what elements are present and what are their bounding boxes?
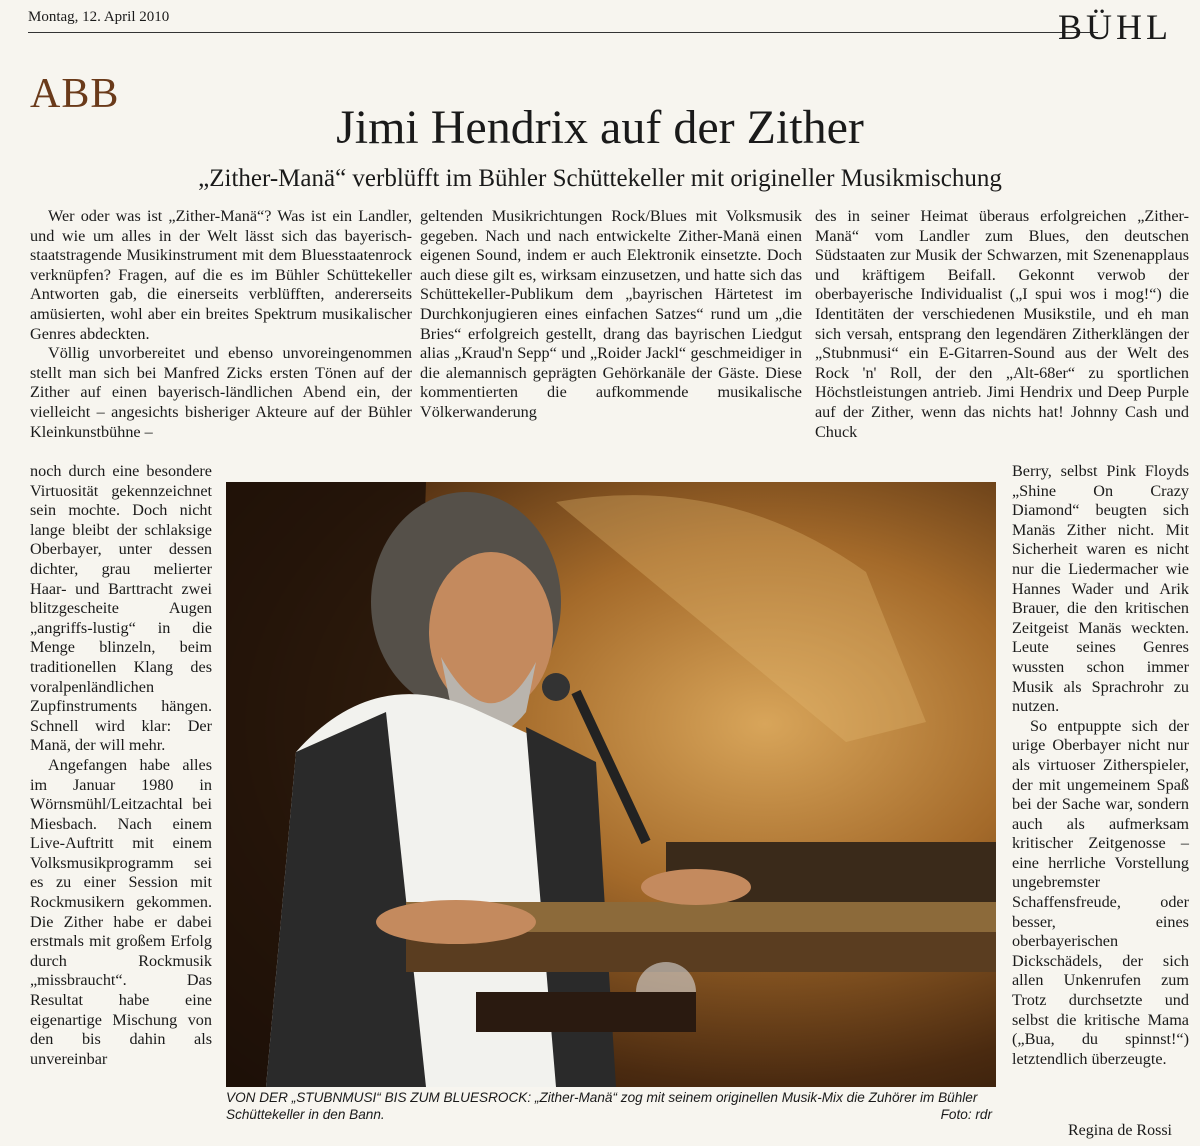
paragraph: geltenden Musikrichtungen Rock/Blues mit Volksmusik gegeben. Nach und nach entwickelte Zither-Manä einen eigenen Sound, indem er auch Elektronik einsetzte. Doch auch diese gilt es, wirksam einzusetzen, und hatte sich das Schüttekeller-Publikum dem „bayrischen Härtetest im Durchkonjugieren eines einfachen Satzes“ rund um „die Bries“ erfolgreich gestellt, drang das bayrischen Liedgut alias „Kraud'n Sepp“ und „Roider Jackl“ geschmeidiger in die alemannisch geprägten Gehörkanäle der Gäste. Diese kommentierten die aufkommende musikalische Völkerwanderung <box>420 207 802 421</box>
paragraph: Wer oder was ist „Zither-Manä“? Was ist ein Landler, und wie um alles in der Welt lässt sich das bayerisch-staatstragende Musikinstrument mit dem Bluesstaatenrock verknüpfen? Fragen, auf die es im Bühler Schüttekeller Antworten gab, die einerseits verblüfften, andererseits amüsierten, wohl aber ein breites Spektrum musikalischer Genres abdeckten. <box>30 207 412 343</box>
column-2-top <box>420 207 802 423</box>
paragraph: So entpuppte sich der urige Oberbayer nicht nur als virtuoser Zitherspieler, der mit ungemeinem Spaß bei der Sache war, sondern auch als aufmerksam kritischer Zeitgenosse – eine herrliche Vorstellung ungebremster Schaffensfreude, oder besser, eines oberbayerischen Dickschädels, der sich allen Unkenrufen zum Trotz durchsetzte und selbst die kritische Mama („Bua, du spinnst!“) letztendlich überzeugte. <box>1012 716 1189 1068</box>
column-3-top <box>815 207 1189 442</box>
paragraph: Angefangen habe alles im Januar 1980 in Wörnsmühl/Leitzachtal bei Miesbach. Nach einem Live-Auftritt mit einem Volksmusikprogramm sei es zu einer Session mit Rockmusikern gekommen. Die Zither habe er dabei erstmals mit großem Erfolg durch Rockmusik „missbraucht“. Das Resultat habe eine eigenartige Mischung von den bis dahin als unvereinbar <box>30 755 212 1068</box>
masthead-rule <box>28 32 1098 33</box>
article-kicker: ABB <box>30 71 120 117</box>
headline: Jimi Hendrix auf der Zither <box>336 101 864 154</box>
photo-caption <box>226 1089 996 1123</box>
column-1-top <box>30 207 412 442</box>
caption-text: VON DER „STUBNMUSI“ BIS ZUM BLUESROCK: „Zither-Manä“ zog mit seinem originellen Musik-Mix die Zuhörer im Bühler Schüttekeller in den Bann. <box>226 1090 978 1122</box>
paragraph: des in seiner Heimat überaus erfolgreichen „Zither-Manä“ vom Landler zum Blues, den deutschen Südstaaten zur Musik der Schwarzen, mit Szenenapplaus und kräftigem Beifall. Gekonnt verwob der oberbayerische Individualist („I spui wos i mog!“) die Identitäten der verschiedenen Musikstile, und eh man sich versah, entsprang den legendären Zitherklängen der „Stubnmusi“ ein E-Gitarren-Sound aus der Welt des Rock 'n' Roll, der den „Alt-68er“ zu sportlichen Höchstleistungen antrieb. Jimi Hendrix und Deep Purple auf der Zither, wenn das nichts hat! Johnny Cash und Chuck <box>815 207 1189 441</box>
column-1-narrow <box>30 462 212 1069</box>
photo-illustration <box>226 482 996 1087</box>
paragraph: Völlig unvorbereitet und ebenso unvoreingenommen stellt man sich bei Manfred Zicks ersten Tönen auf der Zither auf einen bayerisch-ländlichen Abend ein, der vielleicht – angesichts bisheriger Akteure auf der Bühler Kleinkunstbühne – <box>30 344 412 441</box>
photo-credit: Foto: rdr <box>940 1107 992 1122</box>
masthead-date: Montag, 12. April 2010 <box>28 9 170 25</box>
paragraph: noch durch eine besondere Virtuosität gekennzeichnet sein mochte. Doch nicht lange bleibt der schlaksige Oberbayer, unter dessen dichter, grau melierter Haar- und Barttracht zwei blitzgescheite Augen „angriffs-lustig“ in die Menge blinzeln, beim traditionellen Klang des voralpenländlichen Zupfinstruments hängen. Schnell wird klar: Der Manä, der will mehr. <box>30 462 212 755</box>
article-photo <box>226 482 996 1087</box>
paragraph: Berry, selbst Pink Floyds „Shine On Crazy Diamond“ beugten sich Manäs Zither nicht. Mit Sicherheit waren es nicht nur die Liedermacher wie Hannes Wader und Arik Brauer, die den kritischen Zeitgeist Manäs weckten. Leute seines Genres wussten schon immer Musik als Sprachrohr zu nutzen. <box>1012 462 1189 716</box>
byline: Regina de Rossi <box>1068 1122 1172 1139</box>
column-3-narrow <box>1012 462 1189 1069</box>
subheadline: „Zither-Manä“ verblüfft im Bühler Schüttekeller mit origineller Musikmischung <box>198 165 1002 192</box>
section-title: BÜHL <box>1058 7 1172 47</box>
